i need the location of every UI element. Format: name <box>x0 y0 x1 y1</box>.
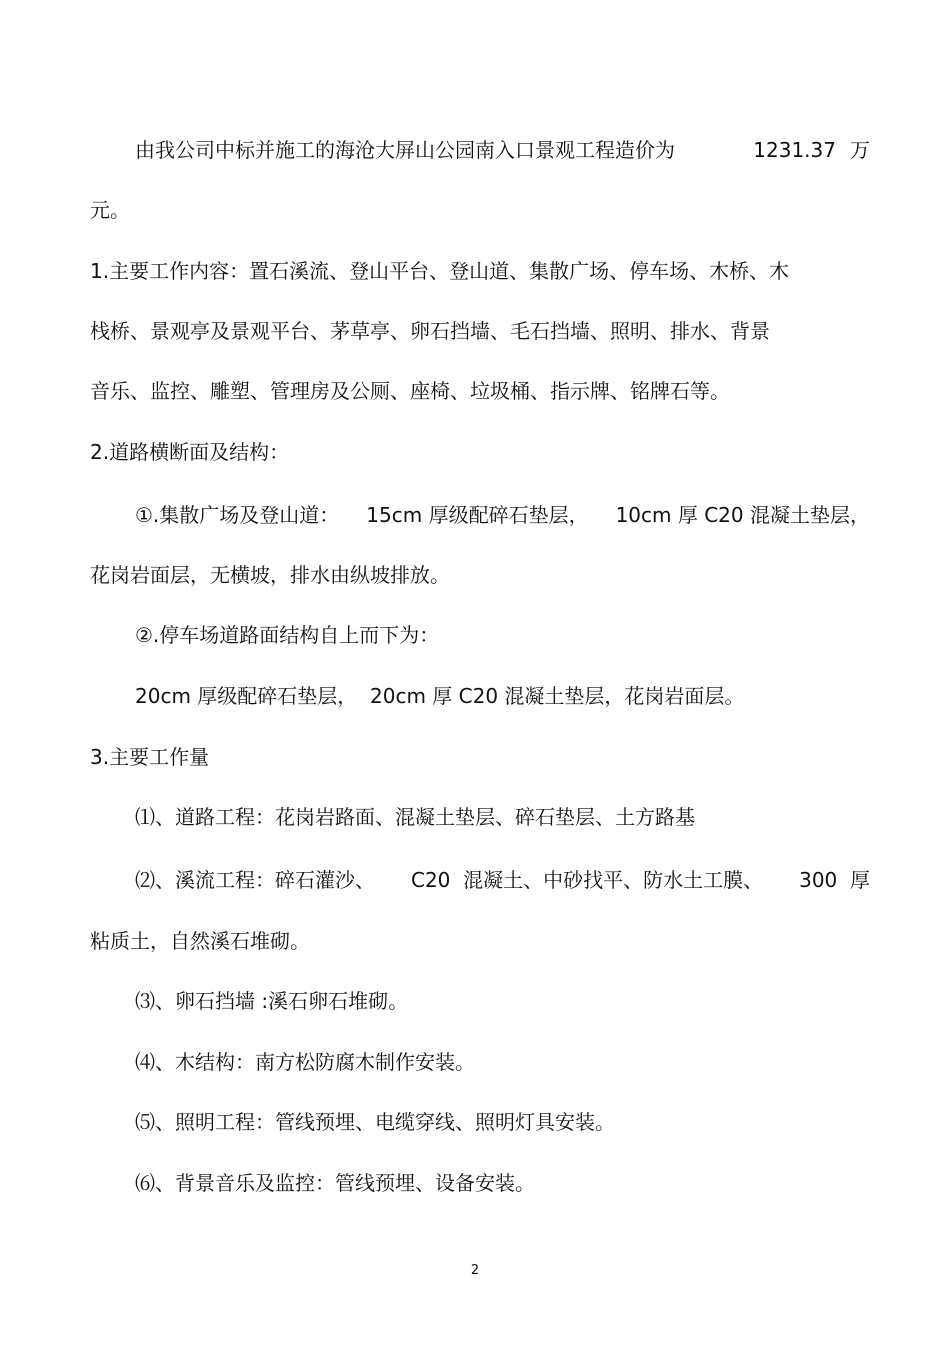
section3-item-stream-part-b: C20 混凝土、中砂找平、防水土工膜、 <box>410 868 764 892</box>
section1-line3: 音乐、监控、雕塑、管理房及公厕、座椅、垃圾桶、指示牌、铭牌石等。 <box>90 379 730 403</box>
section3-item-wood-structure: ⑷、木结构：南方松防腐木制作安装。 <box>135 1050 475 1074</box>
section2-item1-label: ①.集散广场及登山道： <box>135 503 340 527</box>
page-number: 2 <box>470 1263 480 1278</box>
section3-item-stream-part-c: 300 厚 <box>799 868 870 892</box>
section3-item-music-monitoring: ⑹、背景音乐及监控：管线预埋、设备安装。 <box>135 1171 535 1195</box>
section2-item1-part-a: 15cm 厚级配碎石垫层， <box>366 503 589 527</box>
section3-item-stream-continuation: 粘质土，自然溪石堆砌。 <box>90 929 310 953</box>
section2-item2-detail: 20cm 厚级配碎石垫层， 20cm 厚 C20 混凝土垫层，花岗岩面层。 <box>135 684 745 708</box>
section2-heading: 2.道路横断面及结构： <box>90 440 290 464</box>
section2-item1-continuation: 花岗岩面层，无横坡，排水由纵坡排放。 <box>90 563 450 587</box>
section3-item-lighting: ⑸、照明工程：管线预埋、电缆穿线、照明灯具安装。 <box>135 1110 615 1134</box>
section1-line2: 栈桥、景观亭及景观平台、茅草亭、卵石挡墙、毛石挡墙、照明、排水、背景 <box>90 319 770 343</box>
intro-continuation: 元。 <box>90 198 130 222</box>
section2-item2-label: ②.停车场道路面结构自上而下为： <box>135 623 440 647</box>
section2-item1-line <box>135 501 870 529</box>
section2-item1-part-b: 10cm 厚 C20 混凝土垫层， <box>615 503 870 527</box>
section1-line1: 1.主要工作内容：置石溪流、登山平台、登山道、集散广场、停车场、木桥、木 <box>90 259 790 283</box>
section3-item-pebble-wall: ⑶、卵石挡墙 :溪石卵石堆砌。 <box>135 989 409 1013</box>
section3-item-road: ⑴、道路工程：花岗岩路面、混凝土垫层、碎石垫层、土方路基 <box>135 805 695 829</box>
intro-lead-text: 由我公司中标并施工的海沧大屏山公园南入口景观工程造价为 <box>135 138 675 162</box>
section3-item-stream-part-a: ⑵、溪流工程：碎石灌沙、 <box>135 868 375 892</box>
section3-heading: 3.主要工作量 <box>90 745 210 769</box>
intro-unit: 万 <box>850 138 870 162</box>
section3-item-stream-line <box>135 866 870 894</box>
intro-amount: 1231.37 <box>753 138 836 162</box>
intro-amount-group <box>753 136 870 164</box>
intro-line <box>135 136 870 164</box>
